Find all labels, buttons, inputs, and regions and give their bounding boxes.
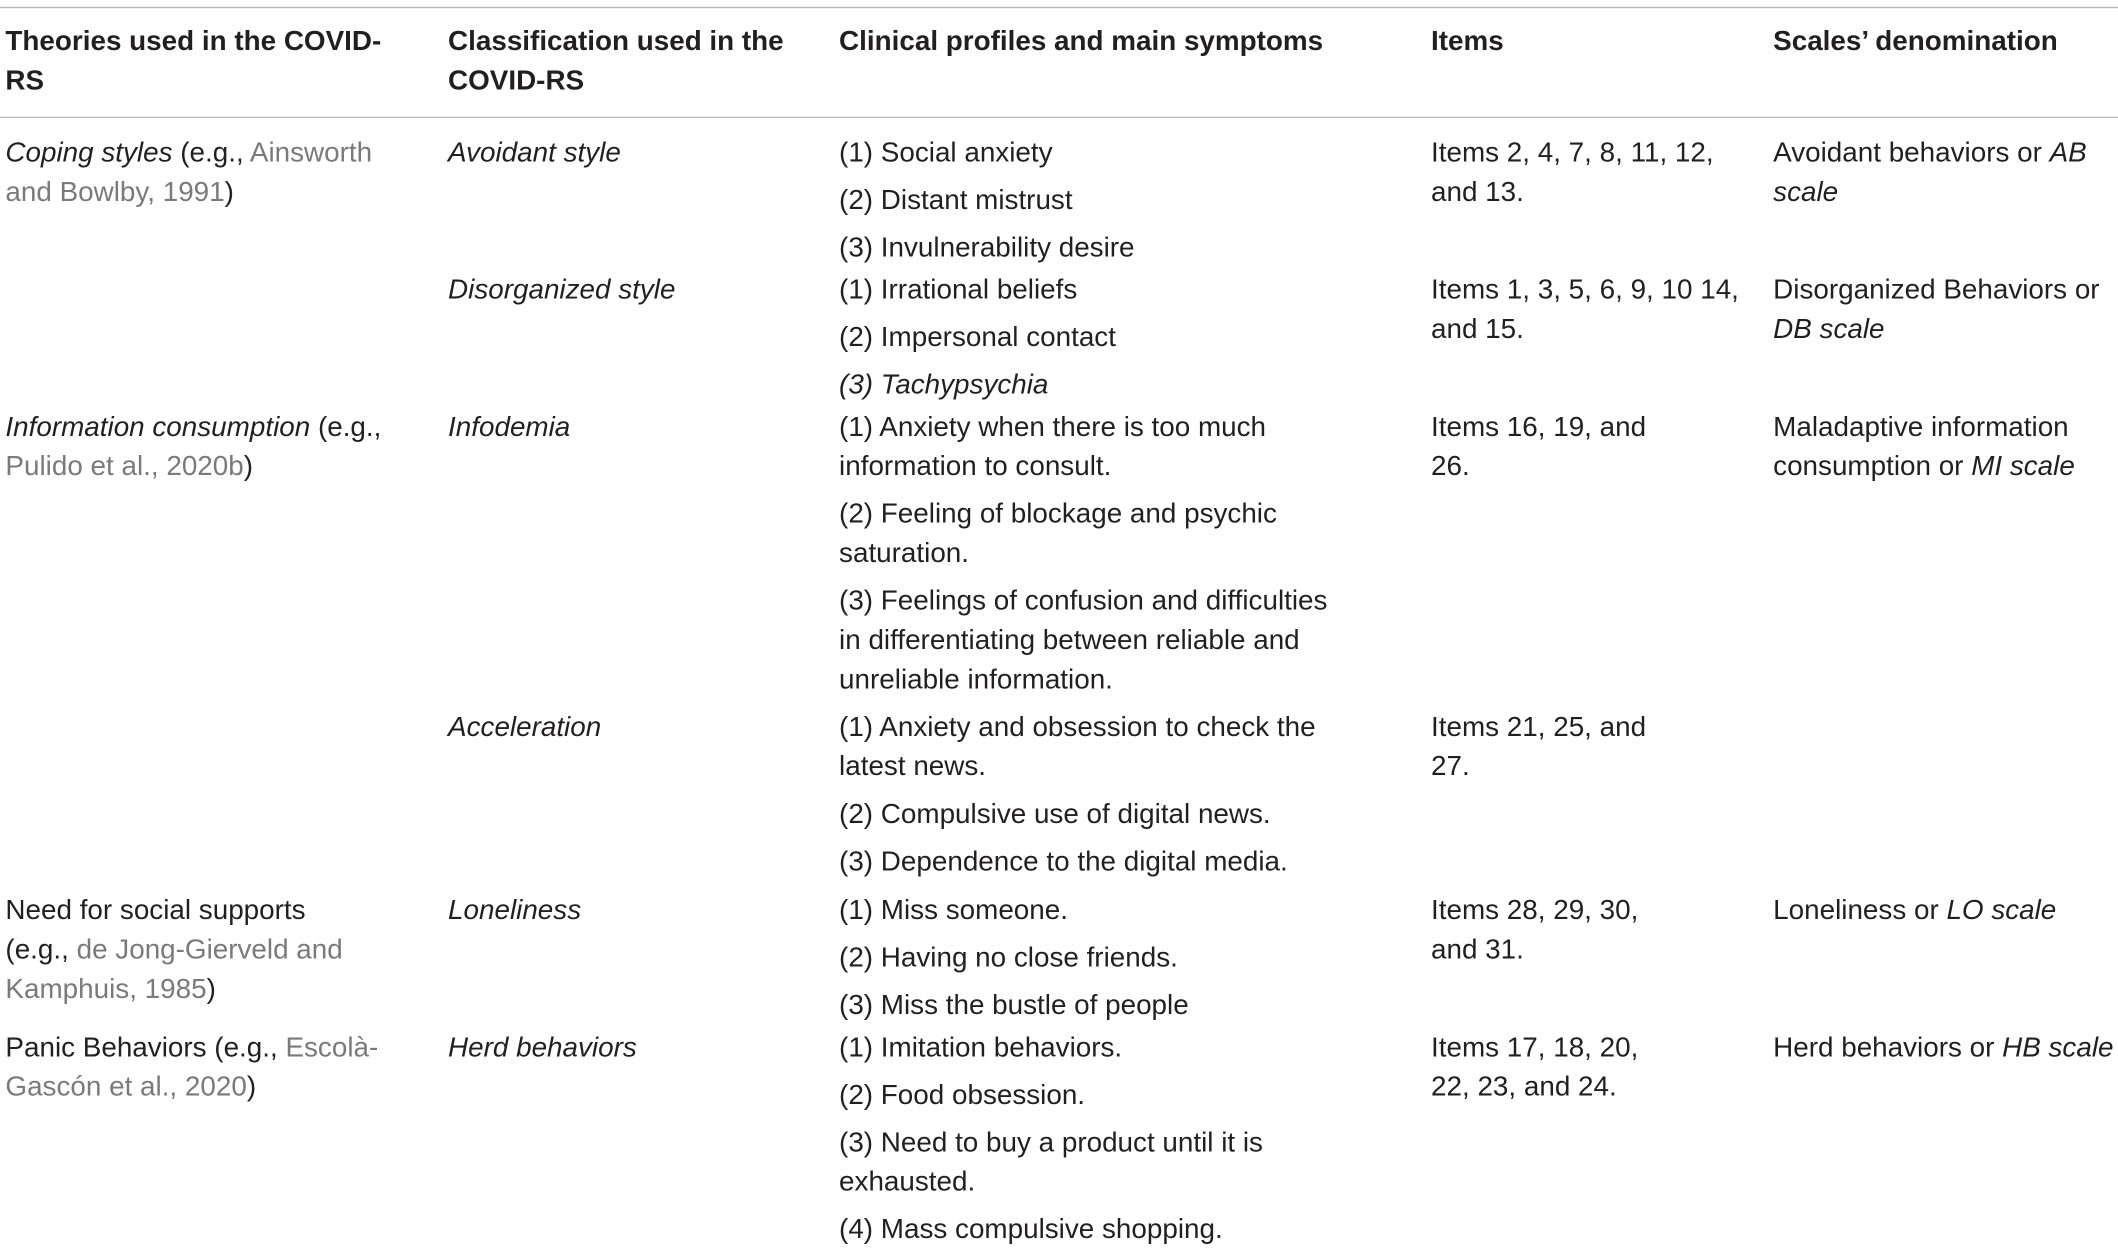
scale-cell: Loneliness or LO scale: [1773, 894, 2057, 926]
header-theories: Theories used in the COVID-RS: [5, 25, 382, 97]
symptom: (2) Feeling of blockage and psychic saturation.: [839, 498, 1277, 569]
theory-cell: Information consumption (e.g., Pulido et al., 2020b): [5, 411, 382, 482]
classification-cell: Infodemia: [448, 411, 571, 443]
symptom: (4) Mass compulsive shopping.: [839, 1213, 1223, 1246]
theory-cell: Panic Behaviors (e.g., Escolà-Gascón et al., 2020): [5, 1031, 379, 1103]
scale-abbr: AB scale: [1773, 137, 2087, 208]
items-cell: Items 21, 25, and 27.: [1431, 711, 1647, 783]
scale-cell: Avoidant behaviors or AB scale: [1773, 137, 2087, 208]
symptom: (1) Miss someone.: [839, 894, 1068, 926]
classification-cell: Herd behaviors: [448, 1031, 637, 1064]
citation-link[interactable]: Ainsworth and Bowlby, 1991: [5, 137, 373, 208]
items-cell: Items 16, 19, and 26.: [1431, 411, 1647, 482]
theory-name: Information consumption: [5, 411, 311, 443]
symptom: (1) Imitation behaviors.: [839, 1031, 1123, 1064]
classification-cell: Loneliness: [448, 894, 582, 926]
header-items: Items: [1431, 25, 1504, 58]
citation-link[interactable]: Escolà-Gascón et al., 2020: [5, 1031, 379, 1103]
citation-link[interactable]: de Jong-Gierveld and Kamphuis, 1985: [5, 934, 343, 1005]
classification-cell: Disorganized style: [448, 274, 676, 306]
theory-cell: Need for social supports (e.g., de Jong-Gierveld and Kamphuis, 1985): [5, 894, 343, 1005]
scale-cell: Disorganized Behaviors or DB scale: [1773, 274, 2100, 345]
symptom: (3) Tachypsychia: [839, 369, 1049, 401]
symptom: (3) Miss the bustle of people: [839, 989, 1189, 1021]
theory-cell: Coping styles (e.g., Ainsworth and Bowlby, 1991): [5, 137, 373, 208]
items-cell: Items 1, 3, 5, 6, 9, 10 14, and 15.: [1431, 274, 1739, 345]
symptom: (2) Impersonal contact: [839, 321, 1116, 354]
symptom: (3) Need to buy a product until it is exhausted.: [839, 1126, 1263, 1198]
symptoms-cell: [839, 133, 1382, 276]
header-profiles: Clinical profiles and main symptoms: [839, 25, 1324, 58]
scale-cell: Herd behaviors or HB scale: [1773, 1031, 2114, 1064]
items-cell: Items 28, 29, 30, and 31.: [1431, 894, 1639, 966]
header-rule: [0, 117, 2118, 118]
classification-cell: Acceleration: [448, 711, 602, 743]
scale-abbr: DB scale: [1773, 313, 1885, 345]
items-cell: Items 2, 4, 7, 8, 11, 12, and 13.: [1431, 137, 1714, 208]
theory-name: Coping styles: [5, 137, 173, 169]
symptom: (1) Irrational beliefs: [839, 274, 1078, 306]
theory-name: Need for social supports: [5, 894, 306, 926]
symptoms-cell: [839, 270, 1382, 413]
header-classification: Classification used in the COVID-RS: [448, 25, 784, 97]
symptom: (1) Anxiety when there is too much information to consult.: [839, 411, 1267, 482]
symptom: (3) Invulnerability desire: [839, 232, 1135, 264]
symptoms-cell: [839, 891, 1382, 1034]
symptom: (2) Food obsession.: [839, 1079, 1086, 1111]
symptom: (2) Having no close friends.: [839, 942, 1178, 974]
scale-cell: Maladaptive information consumption or MI scale: [1773, 411, 2075, 482]
symptom: (1) Social anxiety: [839, 137, 1053, 169]
header-scales: Scales’ denomination: [1773, 25, 2058, 58]
symptoms-cell: [839, 407, 1341, 707]
classification-cell: Avoidant style: [448, 137, 621, 169]
scale-abbr: HB scale: [2002, 1031, 2114, 1064]
symptom: (2) Distant mistrust: [839, 184, 1073, 216]
symptom: (3) Dependence to the digital media.: [839, 845, 1288, 878]
scale-abbr: LO scale: [1946, 894, 2057, 926]
table-top-rule: [0, 7, 2118, 8]
citation-link[interactable]: Pulido et al., 2020b: [5, 450, 244, 482]
items-cell: Items 17, 18, 20, 22, 23, and 24.: [1431, 1031, 1639, 1103]
symptom: (2) Compulsive use of digital news.: [839, 798, 1271, 830]
theory-name: Panic Behaviors: [5, 1031, 207, 1064]
symptom: (1) Anxiety and obsession to check the latest news.: [839, 711, 1316, 783]
scale-abbr: MI scale: [1971, 450, 2075, 482]
symptoms-cell: [839, 707, 1341, 889]
symptoms-cell: [839, 1028, 1301, 1257]
symptom: (3) Feelings of confusion and difficulties in differentiating between reliable and unreliable information.: [839, 585, 1328, 696]
